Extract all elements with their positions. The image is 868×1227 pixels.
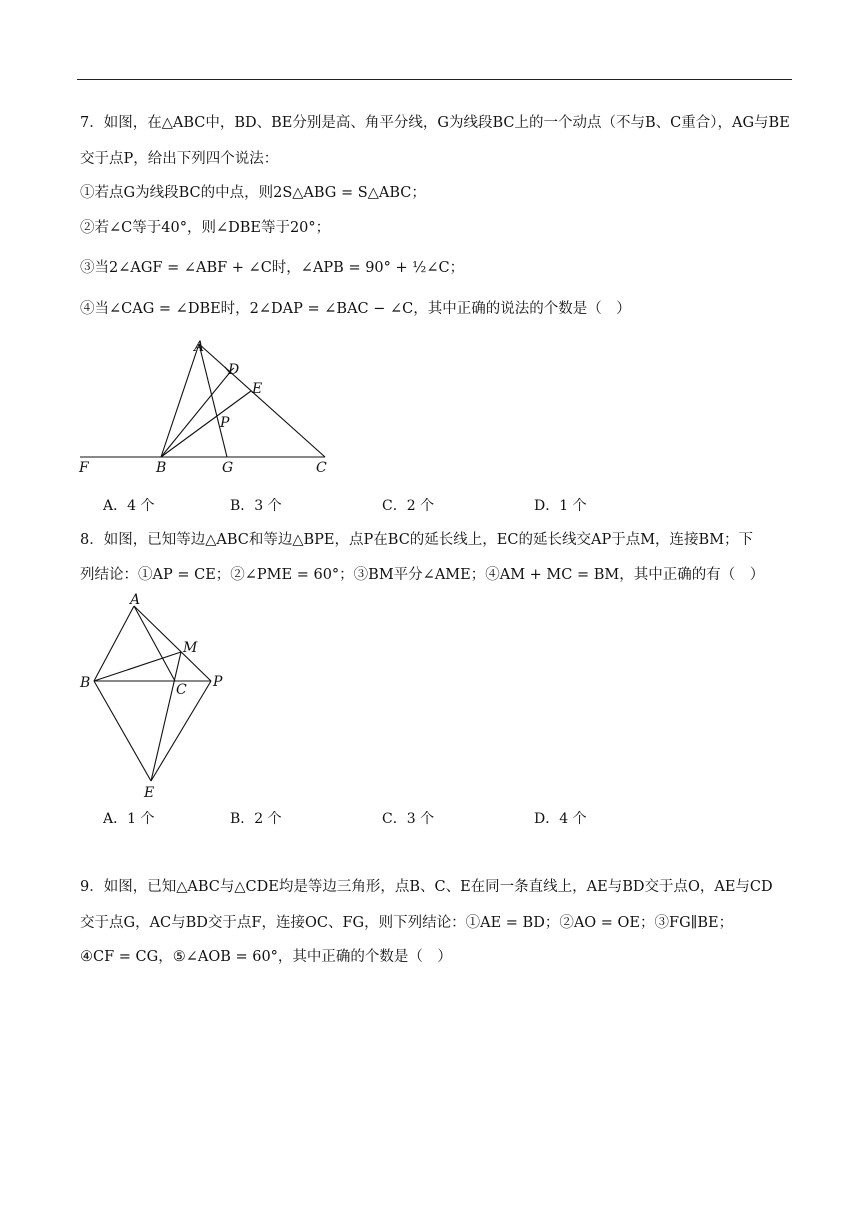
q7-label-A: A (194, 339, 205, 355)
q8-label-M: M (183, 640, 198, 656)
q7-statement-1: ①若点G为线段BC的中点，则2S△ABG = S△ABC； (80, 185, 426, 201)
q8-option-b[interactable]: B．2 个 (230, 811, 282, 827)
q8-stem-line1: 8．如图，已知等边△ABC和等边△BPE，点P在BC的延长线上，EC的延长线交AP于点M，连接BM；下 (80, 532, 754, 548)
q7-statement-2: ②若∠C等于40°，则∠DBE等于20°； (80, 220, 331, 236)
q7-label-C: C (316, 460, 327, 476)
q7-statement-4: ④当∠CAG = ∠DBE时，2∠DAP = ∠BAC − ∠C，其中正确的说法的个数是（ ） (80, 301, 631, 317)
q7-label-P: P (220, 415, 230, 431)
q8-label-C: C (176, 682, 187, 698)
q9-stem-line3: ④CF = CG，⑤∠AOB = 60°，其中正确的个数是（ ） (80, 949, 452, 965)
q8-stem-line2: 列结论：①AP = CE；②∠PME = 60°；③BM平分∠AME；④AM + MC = BM，其中正确的有（ ） (80, 567, 765, 583)
q8-label-P: P (213, 674, 223, 690)
q7-option-a[interactable]: A．4 个 (103, 498, 155, 514)
q7-label-B: B (156, 460, 167, 476)
header-rule (77, 79, 792, 80)
q7-label-G: G (222, 460, 234, 476)
q7-option-d[interactable]: D．1 个 (534, 498, 587, 514)
q9-stem-line1: 9．如图，已知△ABC与△CDE均是等边三角形，点B、C、E在同一条直线上，AE与BD交于点O，AE与CD (80, 879, 773, 895)
q8-label-A: A (130, 592, 141, 608)
q7-stem-line2: 交于点P，给出下列四个说法： (80, 151, 279, 167)
q7-label-F: F (79, 460, 89, 476)
q7-option-b[interactable]: B．3 个 (230, 498, 282, 514)
q7-figure (70, 330, 340, 480)
q7-stem-line1: 7．如图，在△ABC中，BD、BE分别是高、角平分线，G为线段BC上的一个动点（不与B、C重合），AG与BE (80, 115, 790, 131)
q8-figure (75, 590, 235, 800)
q7-option-c[interactable]: C．2 个 (382, 498, 435, 514)
q9-stem-line2: 交于点G，AC与BD交于点F，连接OC、FG，则下列结论：①AE = BD；②AO = OE；③FG∥BE； (80, 915, 734, 931)
q8-label-B: B (80, 675, 91, 691)
q7-label-D: D (228, 362, 240, 378)
q8-option-c[interactable]: C．3 个 (382, 811, 435, 827)
q7-label-E: E (252, 381, 263, 397)
q8-option-d[interactable]: D．4 个 (534, 811, 587, 827)
q7-statement-3: ③当2∠AGF = ∠ABF + ∠C时，∠APB = 90° + ½∠C； (80, 260, 465, 276)
q8-option-a[interactable]: A．1 个 (103, 811, 155, 827)
q8-label-E: E (144, 785, 155, 800)
